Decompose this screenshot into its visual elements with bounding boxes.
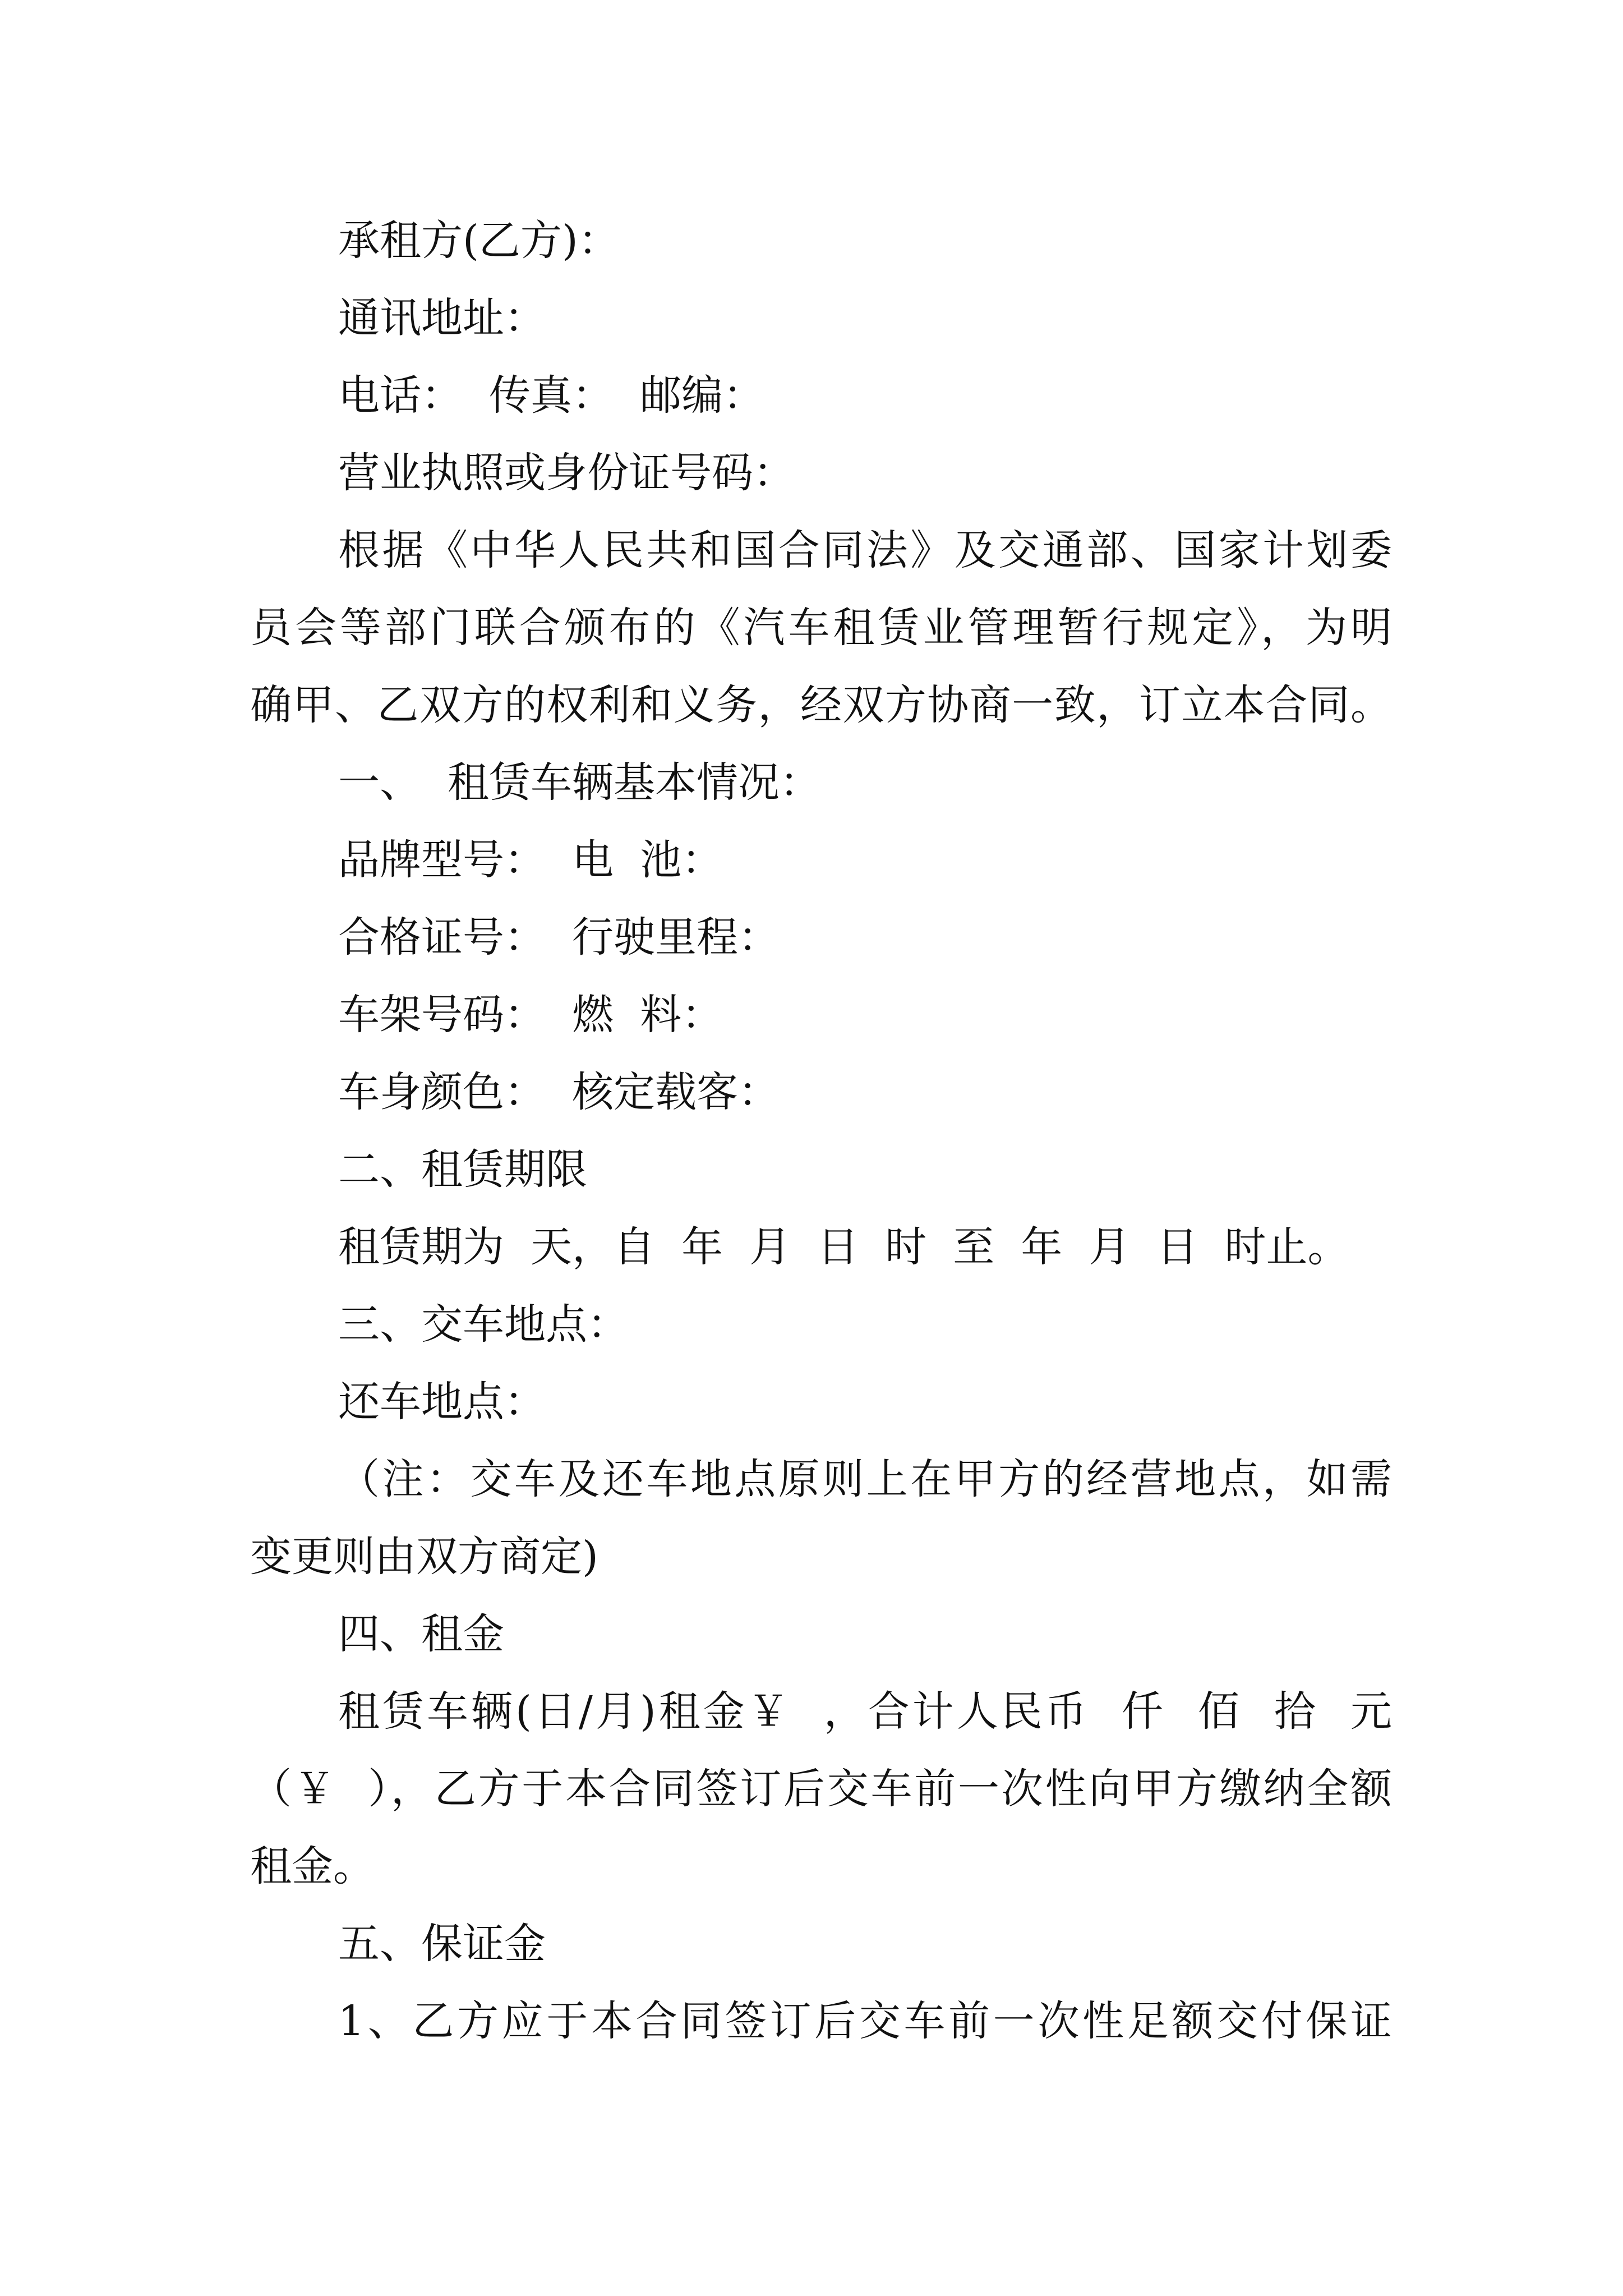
section-3-heading: 三、交车地点： [338, 1300, 629, 1349]
preamble-line-2: 员会等部门联合颁布的《汽车租赁业管理暂行规定》，为明 [250, 604, 1392, 652]
rent-line-2: （￥ ），乙方于本合同签订后交车前一次性向甲方缴纳全额 [250, 1765, 1392, 1813]
preamble-line-3: 确甲、乙双方的权利和义务，经双方协商一致，订立本合同。 [250, 681, 1392, 729]
contact-labels: 电话： 传真： 邮编： [338, 371, 765, 420]
rent-line-3: 租金。 [250, 1842, 375, 1890]
license-id-label: 营业执照或身份证号码： [338, 449, 795, 497]
preamble-line-1: 根据《中华人民共和国合同法》及交通部、国家计划委 [338, 526, 1392, 574]
rent-line-1: 租赁车辆(日/月)租金￥ ，合计人民币 仟 佰 拾 元 [338, 1687, 1392, 1736]
section-2-heading: 二、租赁期限 [338, 1145, 587, 1194]
lease-period-line: 租赁期为 天，自 年 月 日 时 至 年 月 日 时止。 [338, 1223, 1349, 1271]
section-5-heading: 五、保证金 [338, 1920, 546, 1968]
vehicle-brand-battery: 品牌型号： 电 池： [338, 836, 723, 884]
lessee-label: 承租方(乙方)： [338, 217, 620, 265]
location-note-line-2: 变更则由双方商定) [250, 1533, 598, 1581]
section-4-heading: 四、租金 [338, 1610, 504, 1658]
document-body [250, 202, 1392, 2060]
deposit-clause-1: 1、乙方应于本合同签订后交车前一次性足额交付保证 [338, 1997, 1392, 2045]
location-note-line-1: （注：交车及还车地点原则上在甲方的经营地点，如需 [338, 1455, 1392, 1503]
section-1-heading: 一、 租赁车辆基本情况： [338, 758, 822, 807]
vehicle-color-capacity: 车身颜色： 核定载客： [338, 1068, 780, 1116]
address-label: 通讯地址： [338, 294, 546, 342]
vehicle-cert-mileage: 合格证号： 行驶里程： [338, 913, 780, 961]
vehicle-frame-fuel: 车架号码： 燃 料： [338, 991, 723, 1039]
return-location-label: 还车地点： [338, 1378, 546, 1426]
